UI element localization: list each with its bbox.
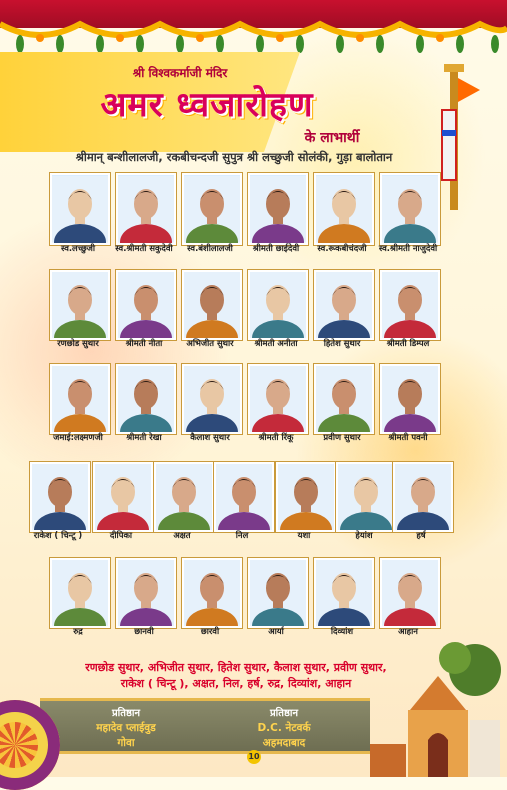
beneficiary-caption: स्व.बंशीलालजी (187, 243, 233, 253)
beneficiary-caption: दिव्यांश (330, 626, 354, 636)
beneficiary-photo (314, 173, 374, 245)
portrait-icon (118, 366, 174, 432)
portrait-icon (338, 464, 394, 530)
beneficiary-caption: हेयांश (355, 530, 373, 540)
beneficiary-photo (182, 558, 242, 628)
portrait-icon (118, 175, 174, 243)
summary-line-1: रणछोड सुथार, अभिजीत सुथार, हितेश सुथार, कैलाश सुथार, प्रवीण सुथार, (85, 661, 387, 674)
beneficiary-photo (248, 173, 308, 245)
portrait-icon (382, 272, 438, 338)
portrait-icon (184, 175, 240, 243)
portrait-icon (52, 272, 108, 338)
beneficiary-photo (380, 558, 440, 628)
footer-sponsors (40, 698, 370, 754)
beneficiary-caption: स्व.लच्छुजी (60, 243, 96, 253)
beneficiary-photo (116, 173, 176, 245)
beneficiary-caption: आर्या (268, 626, 284, 636)
portrait-icon (382, 560, 438, 626)
beneficiary-photo (30, 462, 90, 532)
portrait-icon (32, 464, 88, 530)
beneficiary-caption: श्रीमती डिम्पल (386, 338, 430, 348)
beneficiary-photo (50, 364, 110, 434)
portrait-icon (250, 272, 306, 338)
summary-line-2: राकेश ( चिन्टू ), अक्षत, निल, हर्ष, रुद्र, दिव्यांश, आहान (120, 677, 352, 690)
beneficiary-caption: यशा (297, 530, 311, 540)
beneficiary-caption: आहान (398, 626, 418, 636)
sponsor-right-label: प्रतिष्ठान (269, 708, 298, 719)
portrait-icon (382, 366, 438, 432)
beneficiary-caption: स्व.रूकबीचंदजी (317, 243, 367, 253)
beneficiary-photo (50, 173, 110, 245)
beneficiary-photo (154, 462, 214, 532)
beneficiary-photo (314, 558, 374, 628)
page-title: अमर ध्वजारोहण (100, 85, 314, 125)
portrait-icon (156, 464, 212, 530)
beneficiary-photo (182, 173, 242, 245)
beneficiary-caption: अभिजीत सुथार (186, 338, 234, 348)
portrait-icon (95, 464, 151, 530)
sponsor-left-name: महादेव प्लाईवुड (96, 722, 156, 734)
beneficiary-caption: रुद्र (73, 626, 83, 636)
beneficiary-caption: छानवी (134, 626, 154, 636)
temple-name: श्री विश्वकर्माजी मंदिर (132, 66, 228, 80)
beneficiary-photo (50, 270, 110, 340)
beneficiary-caption: दीपिका (109, 530, 133, 540)
portrait-icon (250, 560, 306, 626)
portrait-icon (52, 560, 108, 626)
beneficiary-photo (314, 270, 374, 340)
page-number: 10 (247, 750, 261, 764)
beneficiary-photo (393, 462, 453, 532)
beneficiary-caption: राकेश ( चिन्टू ) (33, 530, 83, 540)
beneficiary-photo (380, 364, 440, 434)
beneficiary-photo (248, 558, 308, 628)
beneficiary-photo (182, 364, 242, 434)
sponsor-left-place: गोवा (117, 737, 135, 749)
portrait-icon (118, 272, 174, 338)
beneficiary-caption: अक्षत (173, 530, 191, 540)
portrait-icon (184, 272, 240, 338)
portrait-icon (118, 560, 174, 626)
sponsor-right-name: D.C. नेटवर्क (257, 722, 311, 734)
portrait-icon (316, 175, 372, 243)
beneficiary-photo (116, 558, 176, 628)
portrait-icon (316, 560, 372, 626)
portrait-icon (382, 175, 438, 243)
beneficiary-photo (93, 462, 153, 532)
portrait-icon (278, 464, 334, 530)
beneficiary-caption: श्रीमती पवनी (388, 432, 428, 442)
portrait-icon (250, 175, 306, 243)
sponsor-left (46, 705, 206, 750)
portrait-icon (184, 366, 240, 432)
beneficiary-photo (248, 270, 308, 340)
donor-line: श्रीमान् बन्शीलालजी, रकबीचन्दजी सुपुत्र श्री लच्छुजी सोलंकी, गुड़ा बालोतान (75, 150, 393, 164)
beneficiary-photo (116, 270, 176, 340)
temple-icon (370, 640, 507, 777)
beneficiary-caption: स्व.श्रीमती नाजुदेवी (378, 243, 438, 253)
beneficiary-caption: हर्ष (416, 530, 426, 540)
beneficiary-caption: हितेश सुथार (323, 338, 361, 348)
beneficiary-caption: प्रवीण सुथार (323, 432, 361, 442)
beneficiary-caption: स्व.श्रीमती सकुदेवी (115, 243, 173, 253)
beneficiary-photo (276, 462, 336, 532)
beneficiary-photo (248, 364, 308, 434)
beneficiary-caption: निल (235, 530, 249, 540)
portrait-icon (52, 175, 108, 243)
beneficiary-photo (380, 173, 440, 245)
beneficiary-caption: श्रीमती अनीता (254, 338, 298, 348)
sponsor-right (204, 705, 364, 750)
beneficiary-photo (336, 462, 396, 532)
beneficiary-caption: श्रीमती नीता (125, 338, 163, 348)
portrait-icon (250, 366, 306, 432)
portrait-icon (316, 366, 372, 432)
portrait-icon (184, 560, 240, 626)
beneficiary-caption: रणछोड सुथार (57, 338, 99, 348)
beneficiary-caption: श्रीमती छाईदेवी (252, 243, 300, 253)
beneficiary-photo (314, 364, 374, 434)
sponsor-right-place: अहमदाबाद (262, 737, 306, 749)
beneficiary-caption: जमाई:लक्ष्मणजी (53, 432, 103, 442)
beneficiary-caption: श्रीमती रेखा (126, 432, 162, 442)
portrait-icon (216, 464, 272, 530)
beneficiary-photo (116, 364, 176, 434)
beneficiary-photo (50, 558, 110, 628)
beneficiary-caption: श्रीमती रिंकू (258, 432, 294, 442)
portrait-icon (316, 272, 372, 338)
portrait-icon (52, 366, 108, 432)
beneficiary-photo (380, 270, 440, 340)
portrait-icon (395, 464, 451, 530)
beneficiary-caption: छारवी (200, 626, 220, 636)
beneficiary-caption: कैलाश सुथार (190, 432, 230, 442)
beneficiary-photo (214, 462, 274, 532)
beneficiary-label: के लाभार्थी (304, 130, 360, 146)
beneficiary-photo (182, 270, 242, 340)
sponsor-left-label: प्रतिष्ठान (111, 708, 140, 719)
